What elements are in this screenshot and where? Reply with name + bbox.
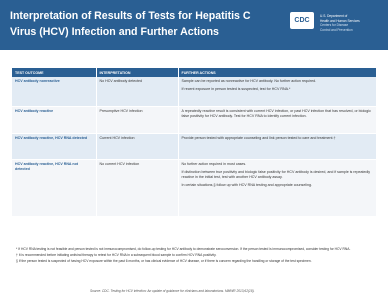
title-line-1: Interpretation of Results of Tests for Hepatitis C — [10, 10, 251, 22]
test-outcome-cell: HCV antibody nonreactive — [12, 77, 96, 106]
org-line-1: U.S. Department of — [320, 14, 348, 18]
action-text: In certain situations,§ follow up with HCV RNA testing and appropriate counseling. — [181, 182, 312, 187]
cdc-logo: CDC — [290, 12, 314, 29]
column-header-further-actions: FURTHER ACTIONS — [178, 68, 376, 77]
further-actions-cell — [178, 159, 376, 216]
footnotes — [16, 247, 372, 266]
action-text: A repeatedly reactive result is consistent with current HCV infection, or past HCV infection that has resolved, or biologic false positivity for HCV antibody. Test for HCV RNA to identify current infection. — [181, 108, 371, 118]
hhs-org-block — [320, 14, 382, 32]
table-row — [12, 106, 376, 133]
org-line-2: Health and Human Services — [320, 18, 360, 23]
interpretation-cell: Current HCV infection — [96, 133, 178, 159]
table-header-row — [12, 68, 376, 77]
interpretation-cell: No current HCV infection — [96, 159, 178, 216]
action-text: If recent exposure in person tested is suspected, test for HCV RNA.* — [181, 87, 291, 91]
org-line-3: Centers for Disease — [320, 23, 349, 27]
action-text: No further action required in most cases. — [181, 161, 247, 166]
table-row — [12, 133, 376, 159]
page-title — [10, 8, 280, 40]
footnote: § If the person tested is suspected of having HCV exposure within the past 6 months, or has clinical evidence of HCV disease, or if there is concern regarding the handling or storage of the test specimen. — [16, 259, 312, 264]
test-outcome-cell: HCV antibody reactive — [12, 106, 96, 133]
column-header-test-outcome: TEST OUTCOME — [12, 68, 96, 77]
test-outcome-cell: HCV antibody reactive, HCV RNA not detected — [12, 159, 96, 216]
test-outcome-cell: HCV antibody reactive, HCV RNA detected — [12, 133, 96, 159]
column-header-interpretation: INTERPRETATION — [96, 68, 178, 77]
header-banner — [0, 0, 388, 50]
action-text: Sample can be reported as nonreactive for HCV antibody. No further action required. — [181, 79, 317, 83]
footnote: † It is recommended before initiating antiviral therapy to retest for HCV RNA in a subsequent blood sample to confirm HCV RNA positivity. — [16, 253, 217, 258]
table-row — [12, 159, 376, 216]
table-row — [12, 77, 376, 106]
source-citation: Source: CDC. Testing for HCV infection: An update of guidance for clinicians and laboratorians. MMWR 2013;62(18). — [90, 289, 255, 293]
interpretation-cell: Presumptive HCV infection — [96, 106, 178, 133]
results-table — [12, 68, 377, 217]
action-text: Provide person tested with appropriate counseling and link person tested to care and treatment.† — [181, 135, 336, 140]
footnote: * If HCV RNA testing is not feasible and person tested is not immunocompromised, do follow-up testing for HCV antibody to demonstrate seroconversion. If the person tested is immunocompromised, consider testing for HCV RNA. — [16, 247, 351, 251]
title-line-2: Virus (HCV) Infection and Further Actions — [10, 26, 219, 38]
further-actions-cell — [178, 106, 376, 133]
interpretation-cell: No HCV antibody detected — [96, 77, 178, 106]
org-line-4: Control and Prevention — [320, 27, 353, 32]
further-actions-cell — [178, 77, 376, 106]
action-text: If distinction between true positivity and biologic false positivity for HCV antibody is desired, and if sample is repeatedly reactive in the initial test, test with another HCV antibody assay. — [181, 169, 371, 179]
further-actions-cell — [178, 133, 376, 159]
